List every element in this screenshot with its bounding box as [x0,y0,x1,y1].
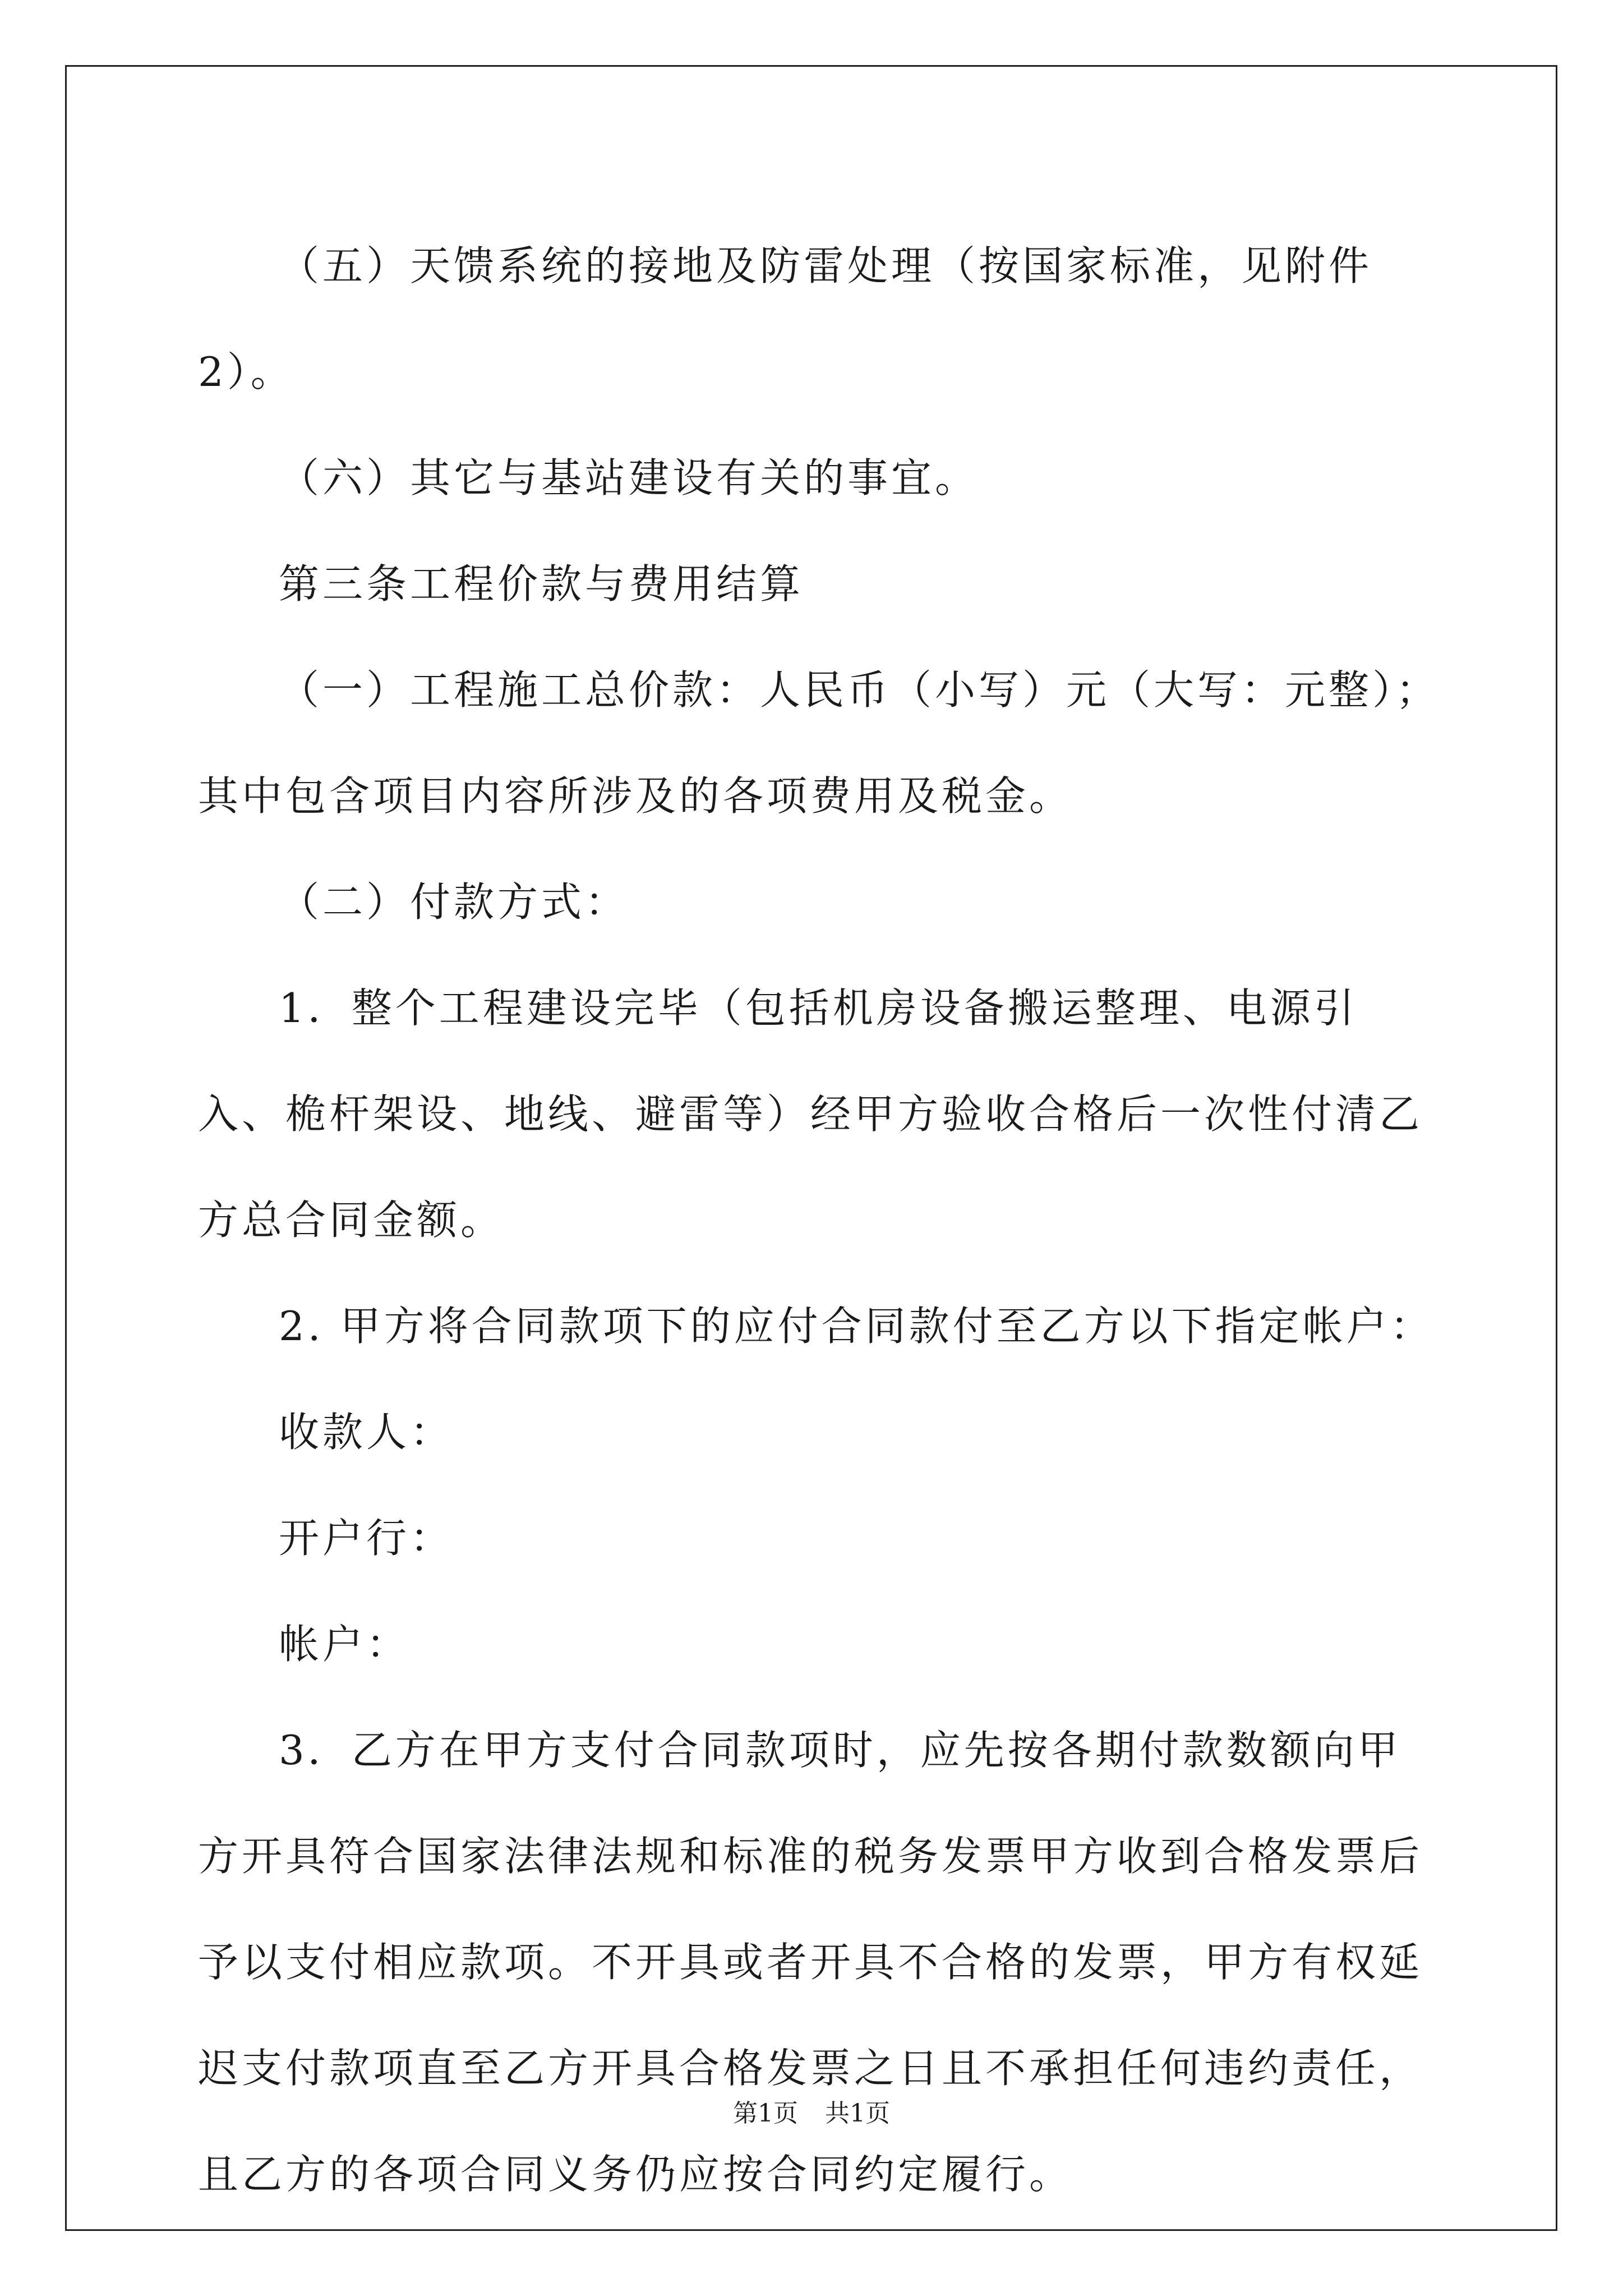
article-three-heading: 第三条工程价款与费用结算 [279,560,804,608]
field-bank: 开户行： [279,1515,454,1562]
page-number-current: 第1页 [733,2099,798,2128]
page-number-total: 共1页 [825,2099,890,2128]
paragraph-wu-grounding: （五）天馈系统的接地及防雷处理（按国家标准，见附件2）。 [198,242,1373,395]
page-footer [0,2097,1623,2131]
paragraph-yi-total-price: （一）工程施工总价款：人民币（小写）元（大写：元整）；其中包含项目内容所涉及的各项费用及税金。 [198,666,1440,820]
paragraph-item-3-invoice: 3．乙方在甲方支付合同款项时，应先按各期付款数额向甲方开具符合国家法律法规和标准的税务发票甲方收到合格发票后予以支付相应款项。不开具或者开具不合格的发票，甲方有权延迟支付款项直至乙方开具合格发票之日且不承担任何违约责任，且乙方的各项合同义务仍应按合同约定履行。 [198,1727,1423,2198]
field-account: 帐户： [279,1621,411,1668]
field-payee: 收款人： [279,1409,454,1456]
paragraph-er-payment-method: （二）付款方式： [279,878,629,926]
paragraph-item-1-settlement: 1．整个工程建设完毕（包括机房设备搬运整理、电源引入、桅杆架设、地线、避雷等）经甲方验收合格后一次性付清乙方总合同金额。 [198,984,1423,1244]
paragraph-item-2-account: 2. 甲方将合同款项下的应付合同款付至乙方以下指定帐户： [279,1303,1434,1350]
document-body [198,213,1443,2228]
paragraph-liu-other-matters: （六）其它与基站建设有关的事宜。 [279,454,979,501]
